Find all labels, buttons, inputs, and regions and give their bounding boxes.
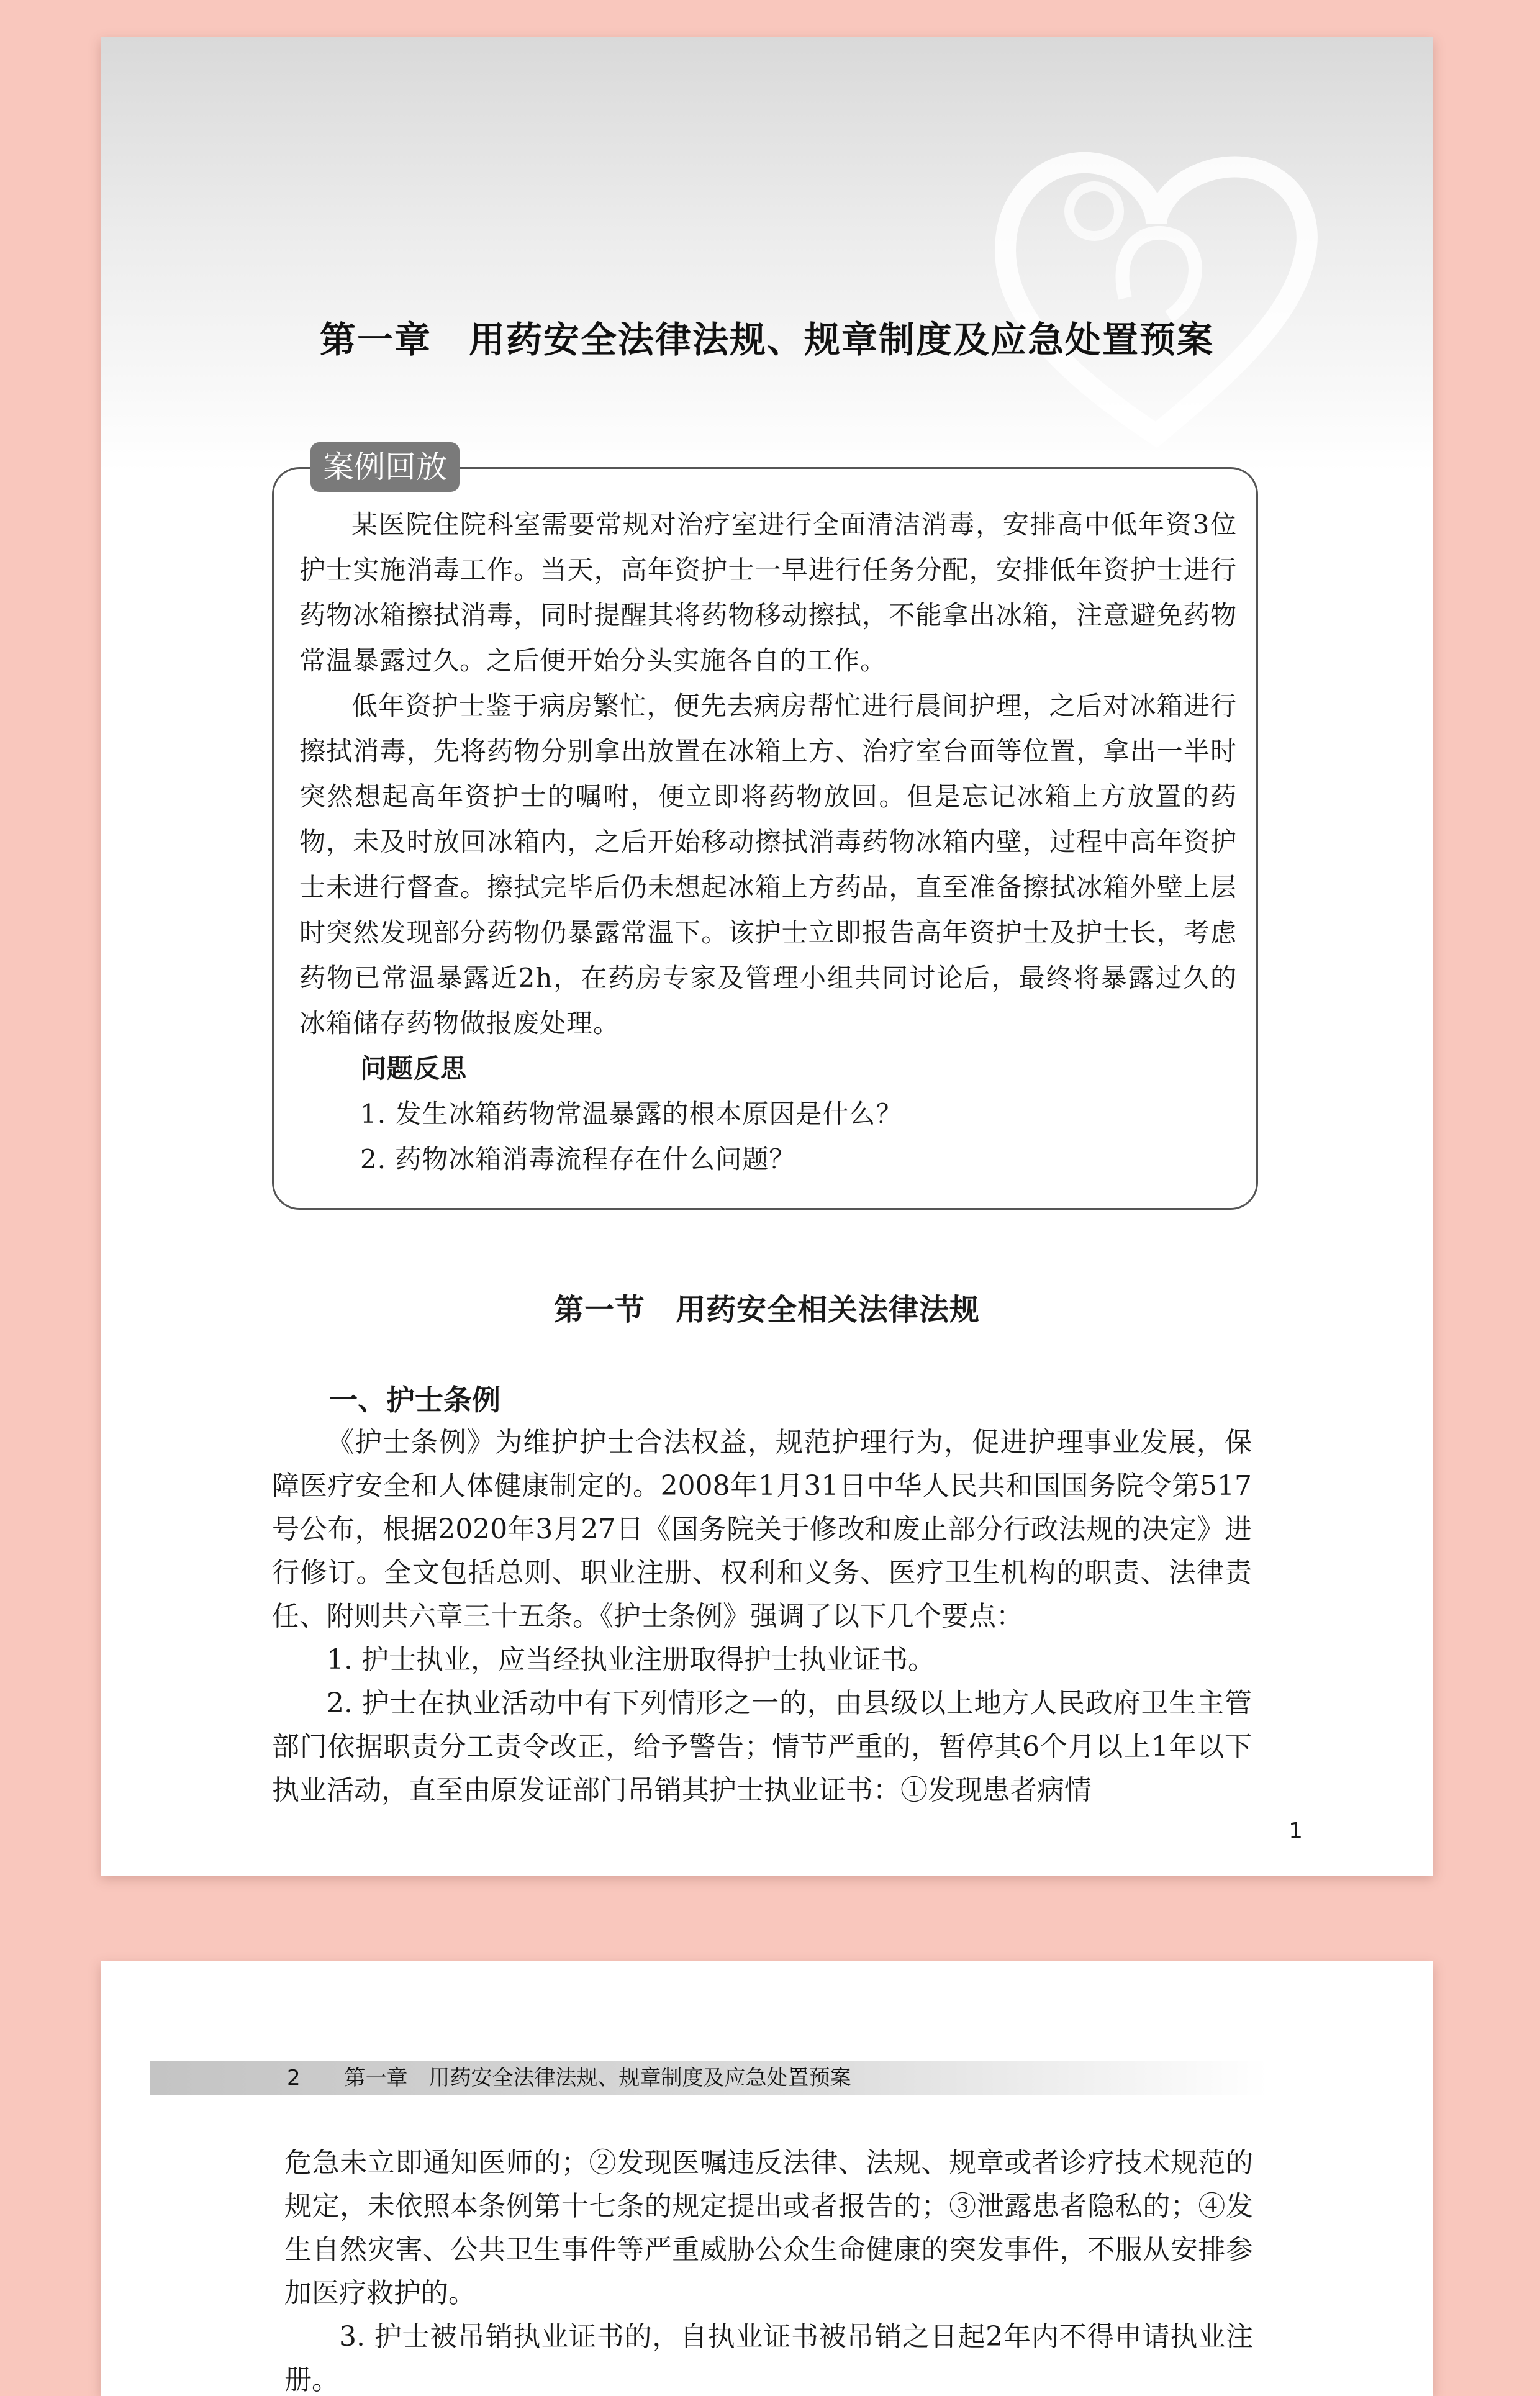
question-item-2: 2. 药物冰箱消毒流程存在什么问题？ (360, 1144, 796, 1174)
case-paragraph-1: 某医院住院科室需要常规对治疗室进行全面清洁消毒，安排高中低年资3位护士实施消毒工作。当天，高年资护士一早进行任务分配，安排低年资护士进行药物冰箱擦拭消毒，同时提醒其将药物移动擦拭，不能拿出冰箱，注意避免药物常温暴露过久。之后便开始分头实施各自的工作。 (299, 509, 1237, 676)
question-item-1: 1. 发生冰箱药物常温暴露的根本原因是什么？ (360, 1099, 903, 1129)
case-review-text (299, 502, 1237, 1182)
running-header (150, 2061, 1268, 2095)
header-chapter-title: 第一章 用药安全法律法规、规章制度及应急处置预案 (344, 2066, 851, 2090)
subsection-title: 一、护士条例 (329, 1383, 500, 1417)
book-page-1 (101, 37, 1433, 1876)
section-title: 第一节 用药安全相关法律法规 (553, 1292, 980, 1327)
case-paragraph-2: 低年资护士鉴于病房繁忙，便先去病房帮忙进行晨间护理，之后对冰箱进行擦拭消毒，先将药物分别拿出放置在冰箱上方、治疗室台面等位置，拿出一半时突然想起高年资护士的嘱咐，便立即将药物放回。但是忘记冰箱上方放置的药物，未及时放回冰箱内，之后开始移动擦拭消毒药物冰箱内壁，过程中高年资护士未进行督查。擦拭完毕后仍未想起冰箱上方药品，直至准备擦拭冰箱外壁上层时突然发现部分药物仍暴露常温下。该护士立即报告高年资护士及护士长，考虑药物已常温暴露近2h，在药房专家及管理小组共同讨论后，最终将暴露过久的冰箱储存药物做报废处理。 (299, 691, 1237, 1038)
book-page-2 (101, 1961, 1433, 2396)
body-paragraph-3: 2. 护士在执业活动中有下列情形之一的，由县级以上地方人民政府卫生主管部门依据职责分工责令改正，给予警告；情节严重的，暂停其6个月以上1年以下执业活动，直至由原发证部门吊销其护士执业证书：①发现患者病情 (272, 1687, 1252, 1806)
question-heading: 问题反思 (360, 1053, 468, 1084)
body-text (272, 1421, 1252, 1812)
body-paragraph-1: 《护士条例》为维护护士合法权益，规范护理行为，促进护理事业发展，保障医疗安全和人体健康制定的。2008年1月31日中华人民共和国国务院令第517号公布，根据2020年3月27日《国务院关于修改和废止部分行政法规的决定》进行修订。全文包括总则、职业注册、权利和义务、医疗卫生机构的职责、法律责任、附则共六章三十五条。《护士条例》强调了以下几个要点： (272, 1427, 1252, 1632)
case-review-tab: 案例回放 (310, 442, 460, 492)
heart-watermark-icon (970, 112, 1343, 460)
page-2-body-text (284, 2141, 1253, 2396)
header-page-number: 2 (287, 2066, 301, 2090)
page-2-paragraph-2: 3. 护士被吊销执业证书的，自执业证书被吊销之日起2年内不得申请执业注册。 (284, 2321, 1253, 2396)
chapter-title: 第一章 用药安全法律法规、规章制度及应急处置预案 (319, 319, 1214, 361)
page-2-paragraph-1: 危急未立即通知医师的；②发现医嘱违反法律、法规、规章或者诊疗技术规范的规定，未依照本条例第十七条的规定提出或者报告的；③泄露患者隐私的；④发生自然灾害、公共卫生事件等严重威胁公众生命健康的突发事件，不服从安排参加医疗救护的。 (284, 2147, 1253, 2309)
page-number: 1 (1289, 1818, 1303, 1844)
body-paragraph-2: 1. 护士执业，应当经执业注册取得护士执业证书。 (327, 1644, 935, 1676)
